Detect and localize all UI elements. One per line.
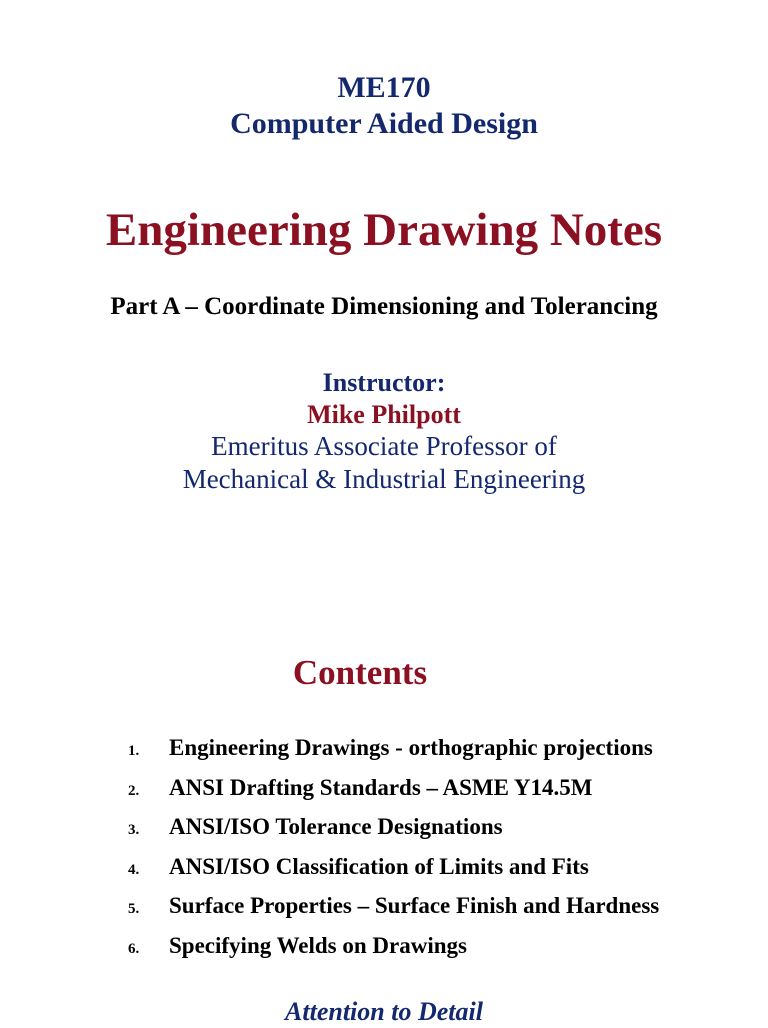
contents-item xyxy=(128,854,659,894)
document-subtitle: Part A – Coordinate Dimensioning and Tolerancing xyxy=(110,293,658,320)
contents-item-number: 6. xyxy=(128,940,140,957)
contents-item-text: ANSI Drafting Standards – ASME Y14.5M xyxy=(169,774,593,800)
contents-item xyxy=(128,933,659,973)
instructor-name: Mike Philpott xyxy=(307,400,461,429)
contents-item-text: ANSI/ISO Tolerance Designations xyxy=(169,814,503,840)
contents-item-number: 3. xyxy=(128,822,140,839)
contents-item-number: 2. xyxy=(128,782,140,799)
contents-item-text: Surface Properties – Surface Finish and Hardness xyxy=(169,893,660,919)
course-code: ME170 xyxy=(337,71,431,104)
contents-item-text: ANSI/ISO Classification of Limits and Fits xyxy=(169,853,589,879)
contents-item xyxy=(128,814,659,854)
instructor-title-line-2: Mechanical & Industrial Engineering xyxy=(182,464,586,494)
instructor-label: Instructor: xyxy=(322,368,446,397)
instructor-title-line-1: Emeritus Associate Professor of xyxy=(211,431,557,461)
footer-note: Attention to Detail xyxy=(285,997,483,1026)
contents-item-number: 1. xyxy=(128,743,140,759)
document-title: Engineering Drawing Notes xyxy=(105,204,663,256)
course-name: Computer Aided Design xyxy=(230,107,538,140)
contents-list xyxy=(128,735,659,973)
contents-heading: Contents xyxy=(292,653,428,692)
contents-item xyxy=(128,775,659,815)
contents-item-number: 4. xyxy=(128,861,140,878)
contents-item-text: Specifying Welds on Drawings xyxy=(169,932,467,958)
contents-item xyxy=(128,735,659,775)
contents-item xyxy=(128,893,659,933)
contents-item-text: Engineering Drawings - orthographic projections xyxy=(169,735,653,760)
contents-item-number: 5. xyxy=(128,901,140,918)
